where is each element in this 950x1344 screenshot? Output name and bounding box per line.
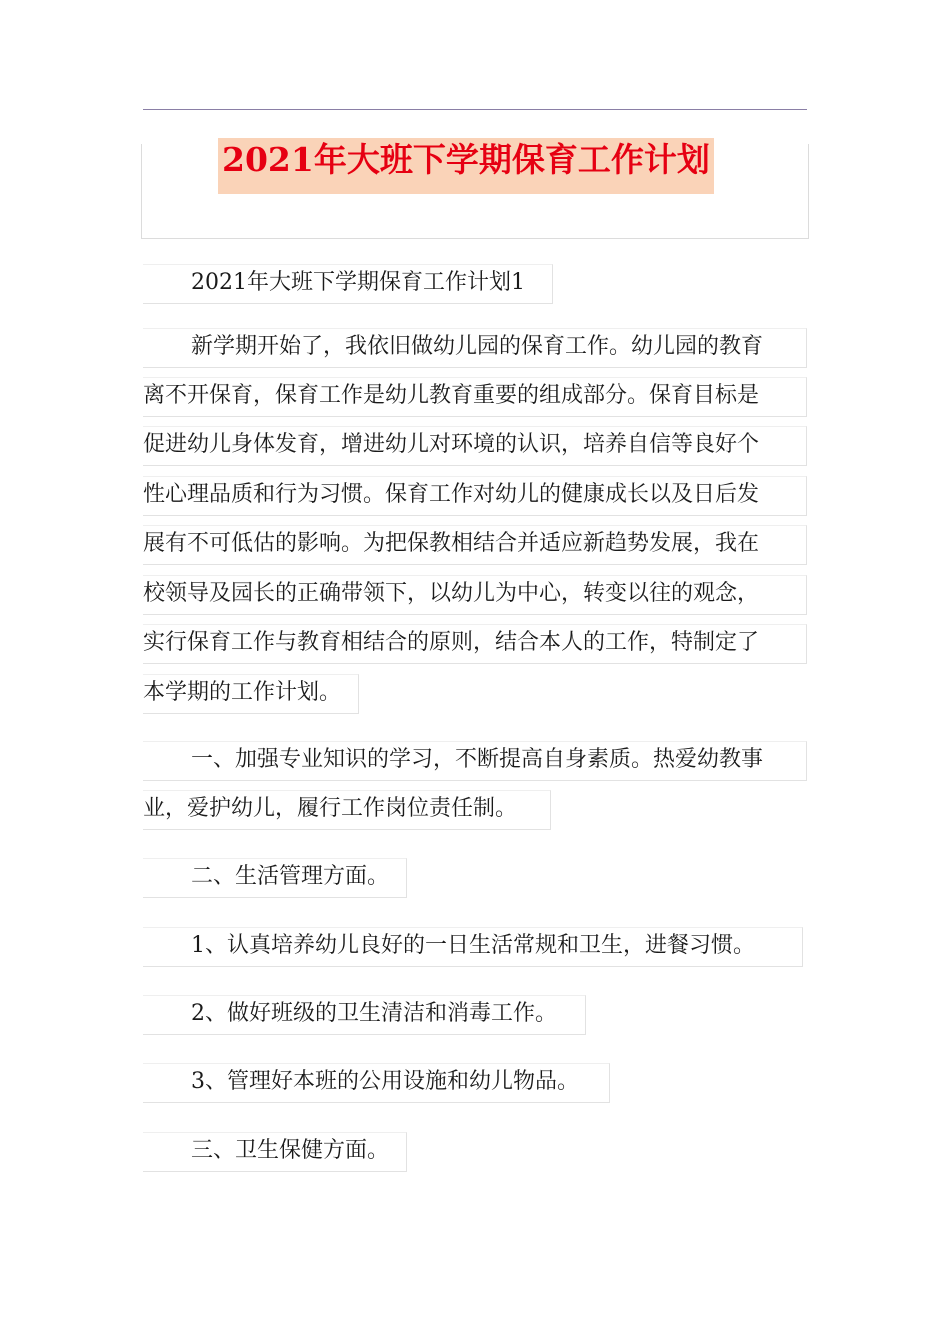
paragraph-line: 新学期开始了，我依旧做幼儿园的保育工作。幼儿园的教育 bbox=[143, 328, 807, 368]
header-rule bbox=[143, 109, 807, 110]
paragraph-line: 实行保育工作与教育相结合的原则，结合本人的工作，特制定了 bbox=[143, 624, 807, 664]
list-item: 3、管理好本班的公用设施和幼儿物品。 bbox=[143, 1063, 610, 1103]
paragraph-line: 离不开保育，保育工作是幼儿教育重要的组成部分。保育目标是 bbox=[143, 377, 807, 417]
list-item: 1、认真培养幼儿良好的一日生活常规和卫生，进餐习惯。 bbox=[143, 927, 803, 967]
paragraph-line: 校领导及园长的正确带领下，以幼儿为中心，转变以往的观念， bbox=[143, 575, 807, 615]
paragraph-line: 性心理品质和行为习惯。保育工作对幼儿的健康成长以及日后发 bbox=[143, 476, 807, 516]
list-item: 2、做好班级的卫生清洁和消毒工作。 bbox=[143, 995, 586, 1035]
section-2-heading: 二、生活管理方面。 bbox=[143, 858, 407, 898]
paragraph-line: 本学期的工作计划。 bbox=[143, 674, 359, 714]
section-3-heading: 三、卫生保健方面。 bbox=[143, 1132, 407, 1172]
paragraph-line: 展有不可低估的影响。为把保教相结合并适应新趋势发展，我在 bbox=[143, 525, 807, 565]
section-1-line: 一、加强专业知识的学习，不断提高自身素质。热爱幼教事 bbox=[143, 741, 807, 781]
paragraph-line: 促进幼儿身体发育，增进幼儿对环境的认识，培养自信等良好个 bbox=[143, 426, 807, 466]
section-subtitle: 2021年大班下学期保育工作计划1 bbox=[143, 264, 553, 304]
document-title: 2021年大班下学期保育工作计划 bbox=[218, 138, 714, 194]
section-1-line: 业，爱护幼儿，履行工作岗位责任制。 bbox=[143, 790, 551, 830]
